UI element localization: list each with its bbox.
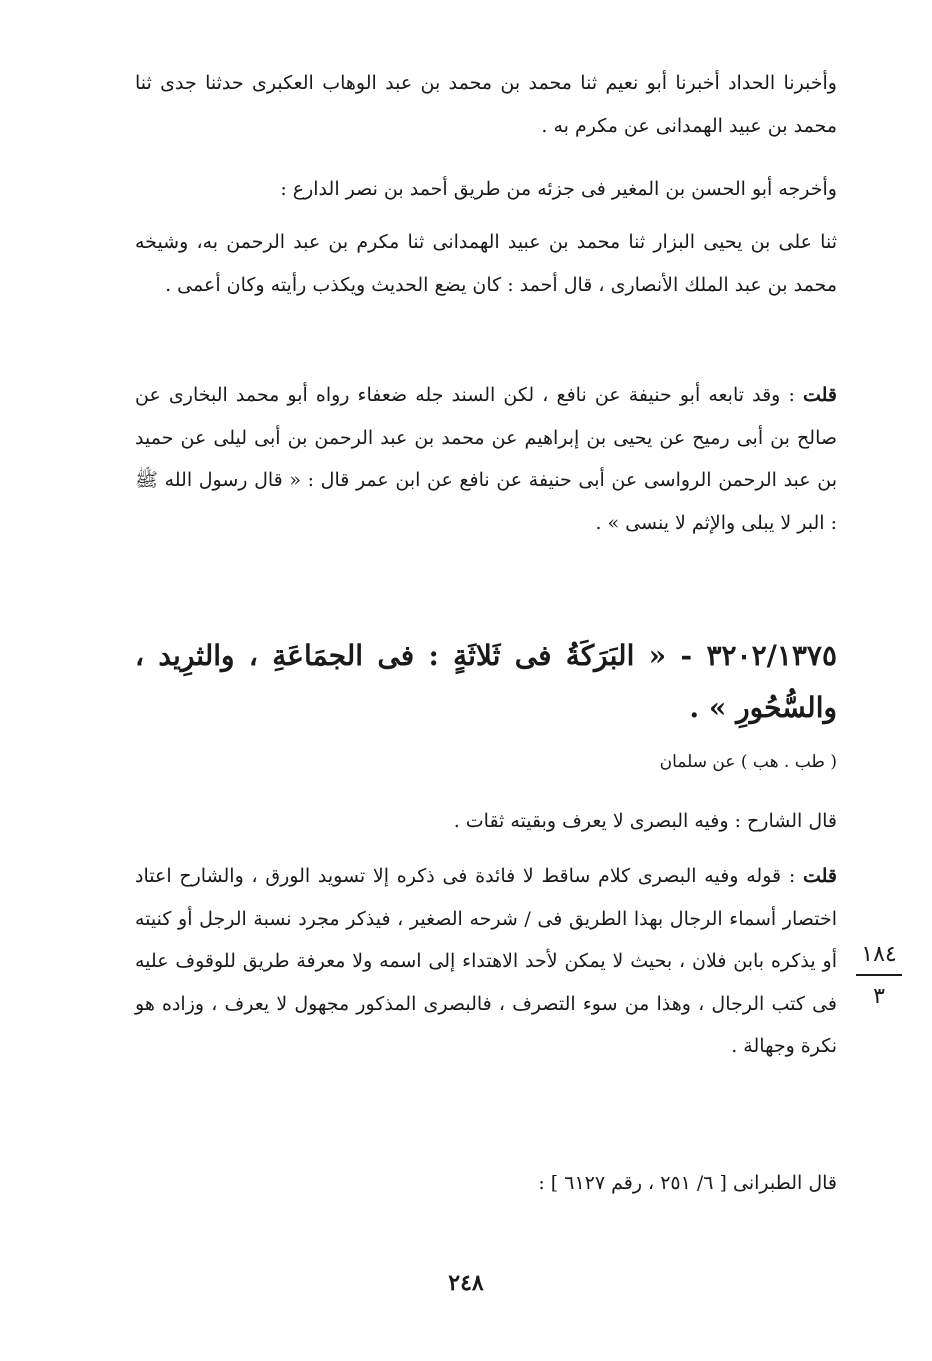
margin-volume-page-note (856, 938, 902, 1014)
paragraph-6 (135, 855, 837, 1068)
qultu-label: قلت (802, 865, 837, 887)
paragraph-2-text: وأخرجه أبو الحسن بن المغير فى جزئه من طريق أحمد بن نصر الدارع : (280, 178, 837, 200)
margin-note-top: ١٨٤ (861, 942, 897, 967)
paragraph-5 (135, 800, 837, 843)
paragraph-3 (135, 221, 837, 306)
hadith-source (135, 742, 837, 782)
paragraph-1-text: وأخبرنا الحداد أخبرنا أبو نعيم ثنا محمد بن محمد بن عبد الوهاب العكبرى حدثنا جدى ثنا محمد بن عبيد الهمدانى عن مكرم به . (135, 72, 837, 137)
margin-note-rule (856, 974, 902, 976)
hadith-entry (135, 630, 837, 734)
paragraph-2 (135, 168, 837, 211)
qultu-label: قلت (802, 384, 837, 406)
page-number: ٢٤٨ (448, 1270, 484, 1296)
paragraph-6-text (135, 855, 837, 1068)
paragraph-6-body: : قوله وفيه البصرى كلام ساقط لا فائدة فى ذكره إلا تسويد الورق ، والشارح اعتاد اختصار أسماء الرجال بهذا الطريق فى / شرحه الصغير ، فيذكر مجرد نسبة الرجل أو كنيته أو يذكره بابن فلان ، بحيث لا يمكن لأحد الاهتداء إلى اسمه ولا معرفة طريق للوقوف عليه فى كتب الرجال ، وهذا من سوء التصرف ، فالبصرى المذكور مجهول لا يعرف ، وزاده هو نكرة وجهالة . (135, 865, 837, 1057)
paragraph-7-text: قال الطبرانى [ ٦/ ٢٥١ ، رقم ٦١٢٧ ] : (538, 1172, 837, 1194)
paragraph-7 (135, 1162, 837, 1205)
paragraph-4-body: : وقد تابعه أبو حنيفة عن نافع ، لكن السند جله ضعفاء رواه أبو محمد البخارى عن صالح بن أبى رميح عن يحيى بن إبراهيم عن محمد بن عبد الرحمن بن أبى ليلى عن حميد بن عبد الرحمن الرواسى عن أبى حنيفة عن نافع عن ابن عمر قال : « قال رسول الله ﷺ : البر لا يبلى والإثم لا ينسى » . (135, 384, 837, 534)
paragraph-1 (135, 62, 837, 147)
hadith-text: ٣٢٠٢/١٣٧٥ - « البَرَكَةُ فى ثَلاثَةٍ : فى الجمَاعَةِ ، والثرِيد ، والسُّحُورِ » . (135, 639, 837, 724)
hadith-source-text: ( طب . هب ) عن سلمان (659, 752, 837, 772)
margin-note-bottom: ٣ (873, 984, 885, 1009)
paragraph-3-text: ثنا على بن يحيى البزار ثنا محمد بن عبيد الهمدانى ثنا مكرم بن عبد الرحمن به، وشيخه محمد بن عبد الملك الأنصارى ، قال أحمد : كان يضع الحديث ويكذب رأيته وكان أعمى . (135, 231, 837, 296)
paragraph-4-text (135, 374, 837, 544)
paragraph-4 (135, 374, 837, 544)
paragraph-5-text: قال الشارح : وفيه البصرى لا يعرف وبقيته ثقات . (453, 810, 837, 832)
